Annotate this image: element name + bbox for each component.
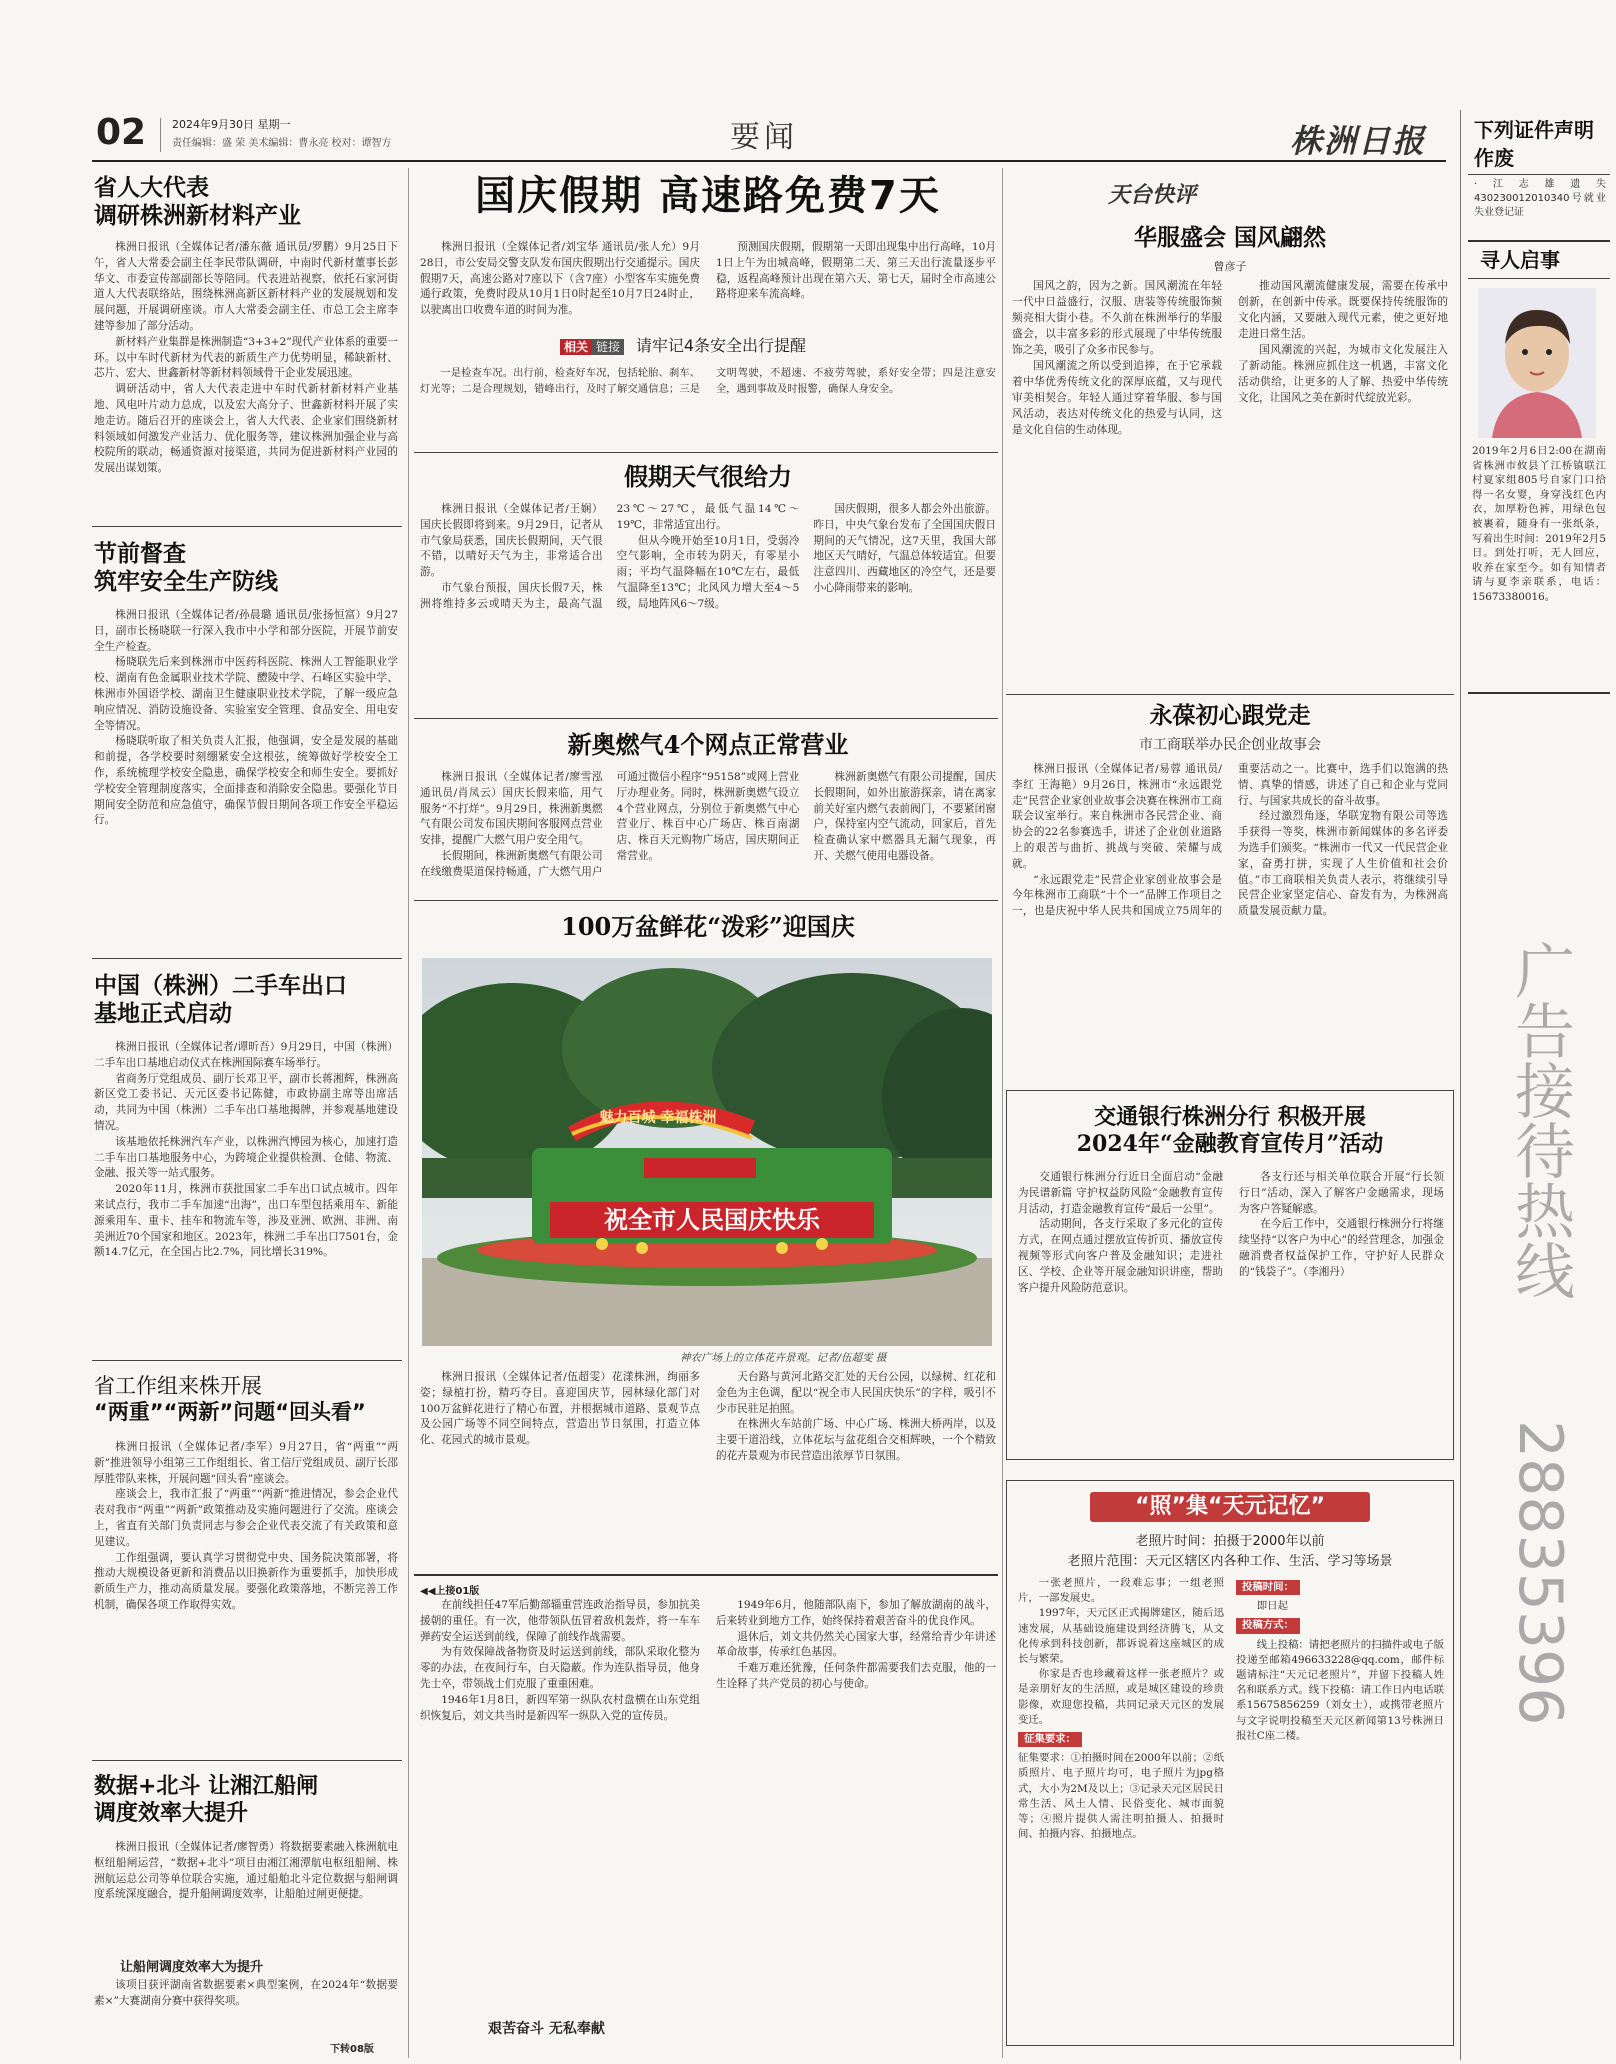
a1-headline: 省人大代表 调研株洲新材料产业 <box>94 175 301 230</box>
photo-caption: 神农广场上的立体花卉景观。记者/伍超雯 摄 <box>680 1352 887 1364</box>
notice-text: ·江志雄遗失430230012010340号就业失业登记证 <box>1474 179 1606 218</box>
a4-body: 株洲日报讯（全媒体记者/李军）9月27日，省“两重”“两新”推进领导小组第三工作组组长、省工信厅党组成员、副厅长邵厚胜带队来株，开展问题“回头看”座谈会。 座谈会上，我市汇报了“两重”“两新”推进情况，参会企业代表对我市“两重”“两新”政策推动及实施问题进行了交流。座谈会上，省直有关部门负责同志与参会企业代表交流了有关政策和意见建议。 工作组强调，要认真学习贯彻党中央、国务院决策部署，将推动大规模设备更新和消费品以旧换新作为重要抓手，加快形成新质生产力，推动高质量发展。要强化政策落地，不断完善工作机制，确保各项工作取得实效。 <box>94 1441 398 1611</box>
a1-body: 株洲日报讯（全媒体记者/潘东薇 通讯员/罗鹏）9月25日下午，省人大常委会副主任李民带队调研，中南时代新材董事长彭华文、市委宣传部副部长等陪同。代表进站视察，依托石家河街道人大代表联络站，围绕株洲高新区新材料产业的发展规划和发展问题，开展调研座谈。市人大常委会副主任、市总工会主席李建等参加了部分活动。 新材料产业集群是株洲制造“3+3+2”现代产业体系的重要一环。以中车时代新材为代表的新质生产力优势明显，稀缺新材、芯片、宏大、世鑫新材等新材料领域骨干企业发展迅速。 调研活动中，省人大代表走进中车时代新材新材料产业基地、风电叶片动力总成，以及宏大高分子、世鑫新材料开展了实地走访。随后召开的座谈会上，省人大代表、企业家们围绕新材料领域如何激发产业活力、优化服务等，建议株洲加强企业与高校院所的联动，畅通资源对接渠道，共同为促进新材料产业园的发展出谋划策。 <box>94 241 398 475</box>
a10-body: 国风之韵，因为之新。国风潮流在年轻一代中日益盛行，汉服、唐装等传统服饰频频亮相大街小巷。不久前在株洲举行的华服盛会，以丰富多彩的形式展现了中华传统服饰之美，吸引了众多市民参与。 国风潮流之所以受到追捧，在于它承载着中华优秀传统文化的深厚底蕴，又与现代审美相契合。年轻人通过穿着华服、参与国风活动，表达对传统文化的热爱与认同，这是文化自信的生动体现。 推动国风潮流健康发展，需要在传承中创新，在创新中传承。既要保持传统服饰的文化内涵，又要融入现代元素，使之更好地走进日常生活。 国风潮流的兴起，为城市文化发展注入了新动能。株洲应抓住这一机遇，丰富文化活动供给，让更多的人了解、热爱中华传统文化，让国风之美在新时代绽放光彩。 <box>1012 280 1448 436</box>
a7-body: 株洲日报讯（全媒体记者/王娴）国庆长假即将到来。9月29日，记者从市气象局获悉，国庆长假期间，天气很不错，以晴好天气为主，非常适合出游。 市气象台预报，国庆长假7天，株洲将维持多云或晴天为主，最高气温23℃～27℃，最低气温14℃～19℃，非常适宜出行。 但从今晚开始至10月1日，受弱冷空气影响，全市转为阴天，有零星小雨；平均气温降幅在10℃左右，最低气温降至13℃；北风风力增大至4～5级，局地阵风6～7级。 国庆假期，很多人都会外出旅游。昨日，中央气象台发布了全国国庆假日期间的天气情况，这7天里，我国大部地区天气晴好，气温总体较适宜。但要注意四川、西藏地区的冷空气，还是要小心降雨带来的影响。 <box>420 503 996 610</box>
a5-headline: 数据+北斗 让湘江船闸 调度效率大提升 <box>94 1774 319 1826</box>
a6-body: 株洲日报讯（全媒体记者/刘宝华 通讯员/张人允）9月28日，市公安局交警支队发布国庆假期出行交通提示。国庆假期7天，高速公路对7座以下（含7座）小型客车实施免费通行政策，免费时段从10月1日0时起至10月7日24时止，以驶离出口收费车道的时间为准。 预测国庆假期，假期第一天即出现集中出行高峰，10月1日上午为出城高峰，假期第二天、第三天出行流量逐步平稳，返程高峰预计出现在第六天、第七天，届时全市高速公路将迎来车流高峰。 <box>420 241 996 317</box>
section-title: 要闻 <box>730 120 798 155</box>
a8-headline: 新奥燃气4个网点正常营业 <box>567 730 849 759</box>
banner-text: 祝全市人民国庆快乐 <box>604 1206 820 1234</box>
a8-body: 株洲日报讯（全媒体记者/廖雪泓 通讯员/肖凤云）国庆长假来临，用气服务“不打烊”。9月29日，株洲新奥燃气有限公司发布国庆期间客服网点营业安排，提醒广大燃气用户安全用气。 长假期间，株洲新奥燃气有限公司在线缴费渠道保持畅通，广大燃气用户可通过微信小程序“95158”或网上营业厅办理业务。同时，株洲新奥燃气设立4个营业网点，分别位于新奥燃气中心营业厅、株百中心广场店、株百南湖店、株百天元购物广场店，国庆期间正常营业。 株洲新奥燃气有限公司提醒，国庆长假期间，如外出旅游探亲，请在离家前关好室内燃气表前阀门，不要紧闭窗户，保持室内空气流动，回家后，首先检查确认家中燃器具无漏气现象，再开、关燃气使用电器设备。 <box>420 771 996 878</box>
a14-subhead: 艰苦奋斗 无私奉献 <box>488 2021 605 2037</box>
a7-headline: 假期天气很给力 <box>624 462 792 491</box>
a10-column-logo: 天台快评 <box>1108 182 1197 208</box>
col-divider-left <box>408 168 409 2058</box>
a12-headline: 交通银行株洲分行 积极开展 2024年“金融教育宣传月”活动 <box>1076 1104 1384 1157</box>
a11-subtitle: 市工商联举办民企创业故事会 <box>1139 737 1321 753</box>
a2-body: 株洲日报讯（全媒体记者/孙晨璐 通讯员/张扬恒富）9月27日，副市长杨晓联一行深入我市中小学和部分医院，开展节前安全生产检查。 杨晓联先后来到株洲市中医药科医院、株洲人工智能职业学校、湖南有色金属职业技术学院、醴陵中学、石峰区实验中学、株洲市外国语学校、湖南卫生健康职业技术学院，了解一级应急响应情况、消防设施设备、实验室安全管理、食品安全、用电安全等情况。 杨晓联听取了相关负责人汇报，他强调，安全是发展的基础和前提，各学校要时刻绷紧安全这根弦，统筹做好学校安全工作，系统梳理学校安全隐患，确保学校安全和师生安全。要抓好学校安全管理制度落实，全面排查和消除安全隐患。要强化节日期间安全防范和应急值守，确保节假日期间各项工作安全平稳运行。 <box>94 609 398 827</box>
a14-body: 在前线担任47军后勤部辎重营连政治指导员，参加抗美援朝的重任。有一次，他带领队伍冒着敌机轰炸，将一车车弹药安全运送到前线，保障了前线作战需要。 为有效保障战备物资及时运送到前线，部队采取化整为零的办法，在夜间行车，白天隐蔽。作为连队指导员，他身先士卒，带领战士们克服了重重困难。 1946年1月8日，新四军第一纵队农村盘横在山东党组织恢复后，刘文共当时是新四军一纵队入党的宣传员。 1949年6月，他随部队南下，参加了解放湖南的战斗，后来转业到地方工作，始终保持着艰苦奋斗的优良作风。 退休后，刘文共仍然关心国家大事，经常给青少年讲述革命故事，传承红色基因。 千难万难还犹豫，任何条件都需要我们去克服，他的一生诠释了共产党员的初心与使命。 <box>420 1599 996 1722</box>
banner-top-text: 魅力百城 幸福株洲 <box>599 1110 717 1126</box>
sidebar-border <box>1460 110 1461 2060</box>
flower-display-photo <box>422 958 992 1346</box>
a5-subhead: 让船闸调度效率大为提升 <box>120 1960 264 1975</box>
a6-tips: 一是检查车况。出行前，检查好车况，包括轮胎、刹车、灯光等；二是合理规划，错峰出行，及时了解交通信息；三是文明驾驶，不超速、不疲劳驾驶，系好安全带；四是注意安全，遇到事故及时报警，确保人身安全。 <box>420 368 996 395</box>
col-divider-right <box>1002 168 1003 2058</box>
a10-headline: 华服盛会 国风翩然 <box>1133 224 1326 251</box>
ad-hotline-label: 广告接待热线 <box>1505 940 1575 1300</box>
a10-author: 曾彦子 <box>1213 260 1247 273</box>
a13-body: 一张老照片，一段难忘事；一组老照片，一部发展史。 1997年，天元区正式揭牌建区，随后迅速发展，从基础设施建设到经济腾飞，从文化传承到科技创新，都诉说着这座城区的成长与繁荣。 你家是否也珍藏着这样一张老照片？或是亲朋好友的生活照，或是城区建设的珍贵影像，欢迎您投稿，共同记录天元区的发展变迁。 征集要求： 征集要求：①拍摄时间在2000年以前；②纸质照片、电子照片均可，电子照片为jpg格式，大小为2M及以上；③记录天元区居民日常生活、风土人情、民俗变化、城市面貌等；④照片提供人需注明拍摄人、拍摄时间、拍摄内容、拍摄地点。 <box>1018 1577 1224 1841</box>
ad-hotline-number: 28835396 <box>1505 1420 1575 1726</box>
a5-continued[interactable]: 下转08版 <box>330 2044 374 2055</box>
a9-body: 株洲日报讯（全媒体记者/伍超雯）花漾株洲，绚丽多姿；绿植打扮，精巧夺目。喜迎国庆节，园林绿化部门对100万盆鲜花进行了精心布置，并根据城市道路、景观节点及公园广场等不同空间特点，营造出节日氛围，打造立体化、花园式的城市景观。 天台路与黄河北路交汇处的天台公园，以绿树、红花和金色为主色调，配以“祝全市人民国庆快乐”的字样，吸引不少市民驻足拍照。 在株洲火车站前广场、中心广场、株洲大桥两岸，以及主要干道沿线，立体花坛与盆花组合交相辉映，一个个精致的花卉景观为市民营造出浓厚节日氛围。 <box>420 1371 996 1462</box>
search-notice-text: 2019年2月6日2:00在湖南省株洲市攸县丫江桥镇联江村夏家组805号自家门口拾得一名女婴，身穿浅红色内衣，加厚粉色裤，用绿色包被裹着，随身有一张纸条，写着出生时间：2019年2月5日。到处打听，无人回应，收养在家至今。如有知情者请与夏李亲联系，电话：15673380016。 <box>1472 445 1606 603</box>
issue-date: 2024年9月30日 星期一 <box>172 118 291 131</box>
a6-related-tag: 相关 链接 请牢记4条安全出行提醒 <box>560 336 806 356</box>
a13-tag-time: 投稿时间： <box>1236 1580 1300 1595</box>
a12-body: 交通银行株洲分行近日全面启动“金融为民谱新篇 守护权益防风险”金融教育宣传月活动，打造金融教育宣传“最后一公里”。 活动期间，各支行采取了多元化的宣传方式，在网点通过摆放宣传折页、播放宣传视频等形式向客户普及金融知识；走进社区、学校、企业等开展金融知识讲座，帮助客户提升风险防范意识。 各支行还与相关单位联合开展“行长领行日”活动，深入了解客户金融需求，现场为客户答疑解惑。 在今后工作中，交通银行株洲分行将继续坚持“以客户为中心”的经营理念，加强金融消费者权益保护工作，守护好人民群众的“钱袋子”。（李湘丹） <box>1018 1171 1444 1294</box>
a13-submit-text: 线上投稿：请把老照片的扫描件或电子版投递至邮箱496633228@qq.com，邮件标题请标注“天元记老照片”，并留下投稿人姓名和联系方式。线下投稿：请工作日内电话联系15675856259（刘女士），或携带老照片与文字说明投稿至天元区新闻第13号株洲日报社C座二楼。 <box>1236 1638 1444 1742</box>
a13-headline: “照”集“天元记忆” <box>1135 1494 1325 1519</box>
search-notice-title: 寻人启事 <box>1480 248 1560 272</box>
a5-body-2: 该项目获评湖南省数据要素×典型案例，在2024年“数据要素×”大赛湖南分赛中获得奖项。 <box>94 1979 398 2007</box>
a14-continued-from[interactable]: ◀◀上接01版 <box>420 1586 480 1597</box>
editors-line: 责任编辑：盛 荣 美术编辑：曹永亮 校对：谭智方 <box>172 138 392 149</box>
a11-body: 株洲日报讯（全媒体记者/易蓉 通讯员/李红 王海艳）9月26日，株洲市“永远跟党走”民营企业家创业故事会决赛在株洲市工商联会议室举行。来自株洲市各民营企业、商协会的22名参赛选手，讲述了企业创业道路上的艰苦与曲折、挑战与突破、荣耀与成就。 “永远跟党走”民营企业家创业故事会是今年株洲市工商联“十个一”品牌工作项目之一，也是庆祝中华人民共和国成立75周年的重要活动之一。比赛中，选手们以饱满的热情、真挚的情感，讲述了自己和企业与党同行、与国家共成长的奋斗故事。 经过激烈角逐，华联宠物有限公司等选手获得一等奖，株洲市新闻媒体的多名评委为选手们颁奖。“株洲市一代又一代民营企业家，奋勇打拼，实现了人生价值和社会价值。”市工商联相关负责人表示，将继续引导民营企业家坚定信心、奋发有为，为株洲高质量发展贡献力量。 <box>1012 763 1448 918</box>
a13-tag-method: 投稿方式： <box>1236 1618 1300 1633</box>
page-number: 02 <box>96 112 147 153</box>
header-divider <box>160 118 161 152</box>
a9-headline: 100万盆鲜花“泼彩”迎国庆 <box>561 912 855 941</box>
masthead-logo: 株洲日报 <box>1290 122 1427 160</box>
a6-headline: 国庆假期 高速路免费7天 <box>475 173 941 219</box>
a13-time-value: 即日起 <box>1256 1600 1288 1613</box>
a13-subtitle-2: 老照片范围：天元区辖区内各种工作、生活、学习等场景 <box>1067 1554 1393 1569</box>
notice-title: 下列证件声明作废 <box>1474 118 1594 170</box>
a11-headline: 永葆初心跟党走 <box>1149 702 1311 729</box>
a4-headline: 省工作组来株开展 “两重”“两新”问题“回头看” <box>94 1374 366 1424</box>
a5-body: 株洲日报讯（全媒体记者/廖智勇）将数据要素融入株洲航电枢纽船闸运营，“数据+北斗”项目由湘江湘潭航电枢纽船闸、株洲航运总公司等单位联合实施，通过船舶北斗定位数据与船闸调度系统深度融合，提升船闸调度效率，让船舶过闸更便捷。 <box>94 1841 398 1901</box>
a2-headline: 节前督查 筑牢安全生产防线 <box>94 541 278 596</box>
a3-body: 株洲日报讯（全媒体记者/谭昕吾）9月29日，中国（株洲）二手车出口基地启动仪式在株洲国际赛车场举行。 省商务厅党组成员、副厅长邓卫平，副市长蒋湘辉，株洲高新区党工委书记、天元区委书记陈健，市政协副主席等出席活动，共同为中国（株洲）二手车出口基地揭牌，并参观基地建设情况。 该基地依托株洲汽车产业，以株洲汽博园为核心，加速打造二手车出口基地服务中心，为跨境企业提供检测、仓储、物流、金融、报关等一站式服务。 2020年11月，株洲市获批国家二手车出口试点城市。四年来试点行，我市二手车加速“出海”，出口车型包括乘用车、新能源乘用车、重卡、挂车和物流车等，涉及亚洲、欧洲、非洲、南美洲近70个国家和地区。2023年，株洲二手车出口7501台，金额14.7亿元，在全国占比2.7%，同比增长319%。 <box>94 1041 398 1259</box>
a13-subtitle-1: 老照片时间：拍摄于2000年以前 <box>1135 1534 1325 1549</box>
baby-photo <box>1478 288 1596 438</box>
a13-body-right <box>1236 1576 1444 2036</box>
a13-tag-requirements: 征集要求： <box>1018 1732 1082 1747</box>
header-rule <box>92 160 1446 162</box>
a3-headline: 中国（株洲）二手车出口 基地正式启动 <box>94 973 347 1028</box>
